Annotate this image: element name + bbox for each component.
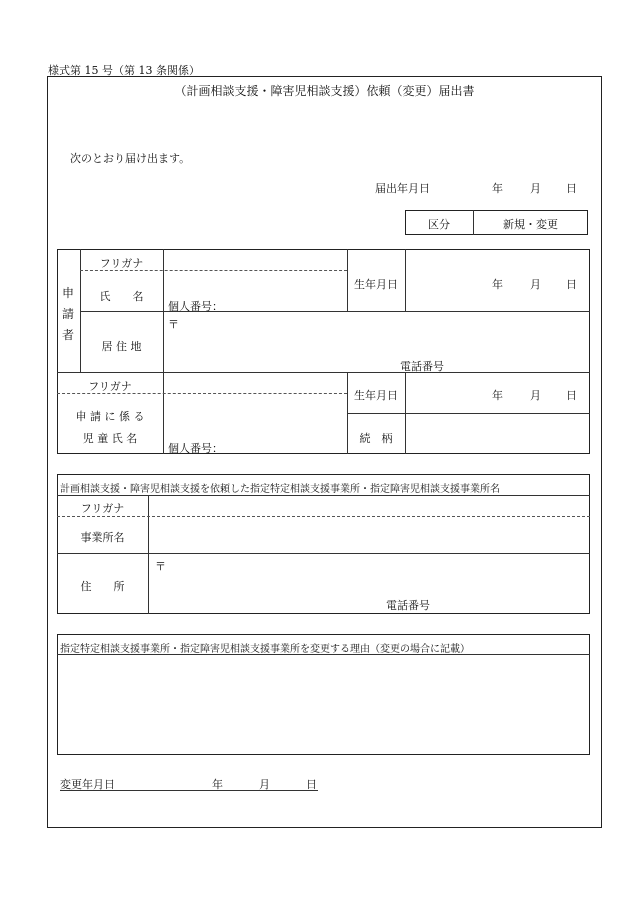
change-year[interactable]: 年 (212, 778, 223, 791)
change-date-underline (60, 790, 318, 791)
child-furigana-label: フリガナ (88, 380, 132, 393)
applicant-birth-month[interactable]: 月 (530, 278, 541, 291)
change-day[interactable]: 日 (306, 778, 317, 791)
child-birth-day[interactable]: 日 (566, 389, 577, 402)
child-birth-year[interactable]: 年 (492, 389, 503, 402)
applicant-name-label: 氏 名 (99, 290, 144, 303)
notify-date-label: 届出年月日 (375, 182, 430, 195)
change-date-label: 変更年月日 (60, 778, 115, 791)
applicant-birth-day[interactable]: 日 (566, 278, 577, 291)
child-label-line1: 申 請 に 係 る (75, 410, 145, 423)
notify-month[interactable]: 月 (530, 182, 541, 195)
applicant-phone-label: 電話番号 (400, 360, 444, 373)
office-furigana-label: フリガナ (80, 502, 125, 515)
child-kojin-label: 個人番号： (168, 442, 223, 455)
notify-year[interactable]: 年 (492, 182, 503, 195)
form-number: 様式第 15 号（第 13 条関係） (48, 64, 200, 77)
form-title: （計画相談支援・障害児相談支援）依頼（変更）届出書 (174, 84, 475, 98)
applicant-birth-label: 生年月日 (354, 278, 398, 291)
office-address-label: 住 所 (80, 580, 125, 593)
applicant-postal: 〒 (168, 318, 179, 331)
notify-day[interactable]: 日 (566, 182, 577, 195)
kubun-value[interactable]: 新規・変更 (503, 218, 558, 231)
child-label-line2: 児 童 氏 名 (82, 432, 138, 445)
intro-text: 次のとおり届け出ます。 (70, 152, 191, 165)
applicant-birth-year[interactable]: 年 (492, 278, 503, 291)
kubun-label: 区分 (428, 218, 450, 231)
change-month[interactable]: 月 (259, 778, 270, 791)
office-phone-label: 電話番号 (386, 599, 430, 612)
child-birth-month[interactable]: 月 (530, 389, 541, 402)
child-birth-label: 生年月日 (354, 389, 398, 402)
applicant-side-label: 申請者 (61, 286, 74, 342)
applicant-address-label: 居 住 地 (101, 340, 142, 353)
office-header: 計画相談支援・障害児相談支援を依頼した指定特定相談支援事業所・指定障害児相談支援事業所名 (60, 484, 500, 495)
reason-textarea[interactable] (60, 660, 586, 750)
office-postal: 〒 (155, 560, 166, 573)
child-relation-label: 続 柄 (359, 432, 393, 445)
applicant-kojin-label: 個人番号： (168, 300, 223, 313)
office-name-label: 事業所名 (80, 531, 125, 544)
reason-header: 指定特定相談支援事業所・指定障害児相談支援事業所を変更する理由（変更の場合に記載） (60, 644, 470, 655)
applicant-furigana-label: フリガナ (99, 257, 144, 270)
